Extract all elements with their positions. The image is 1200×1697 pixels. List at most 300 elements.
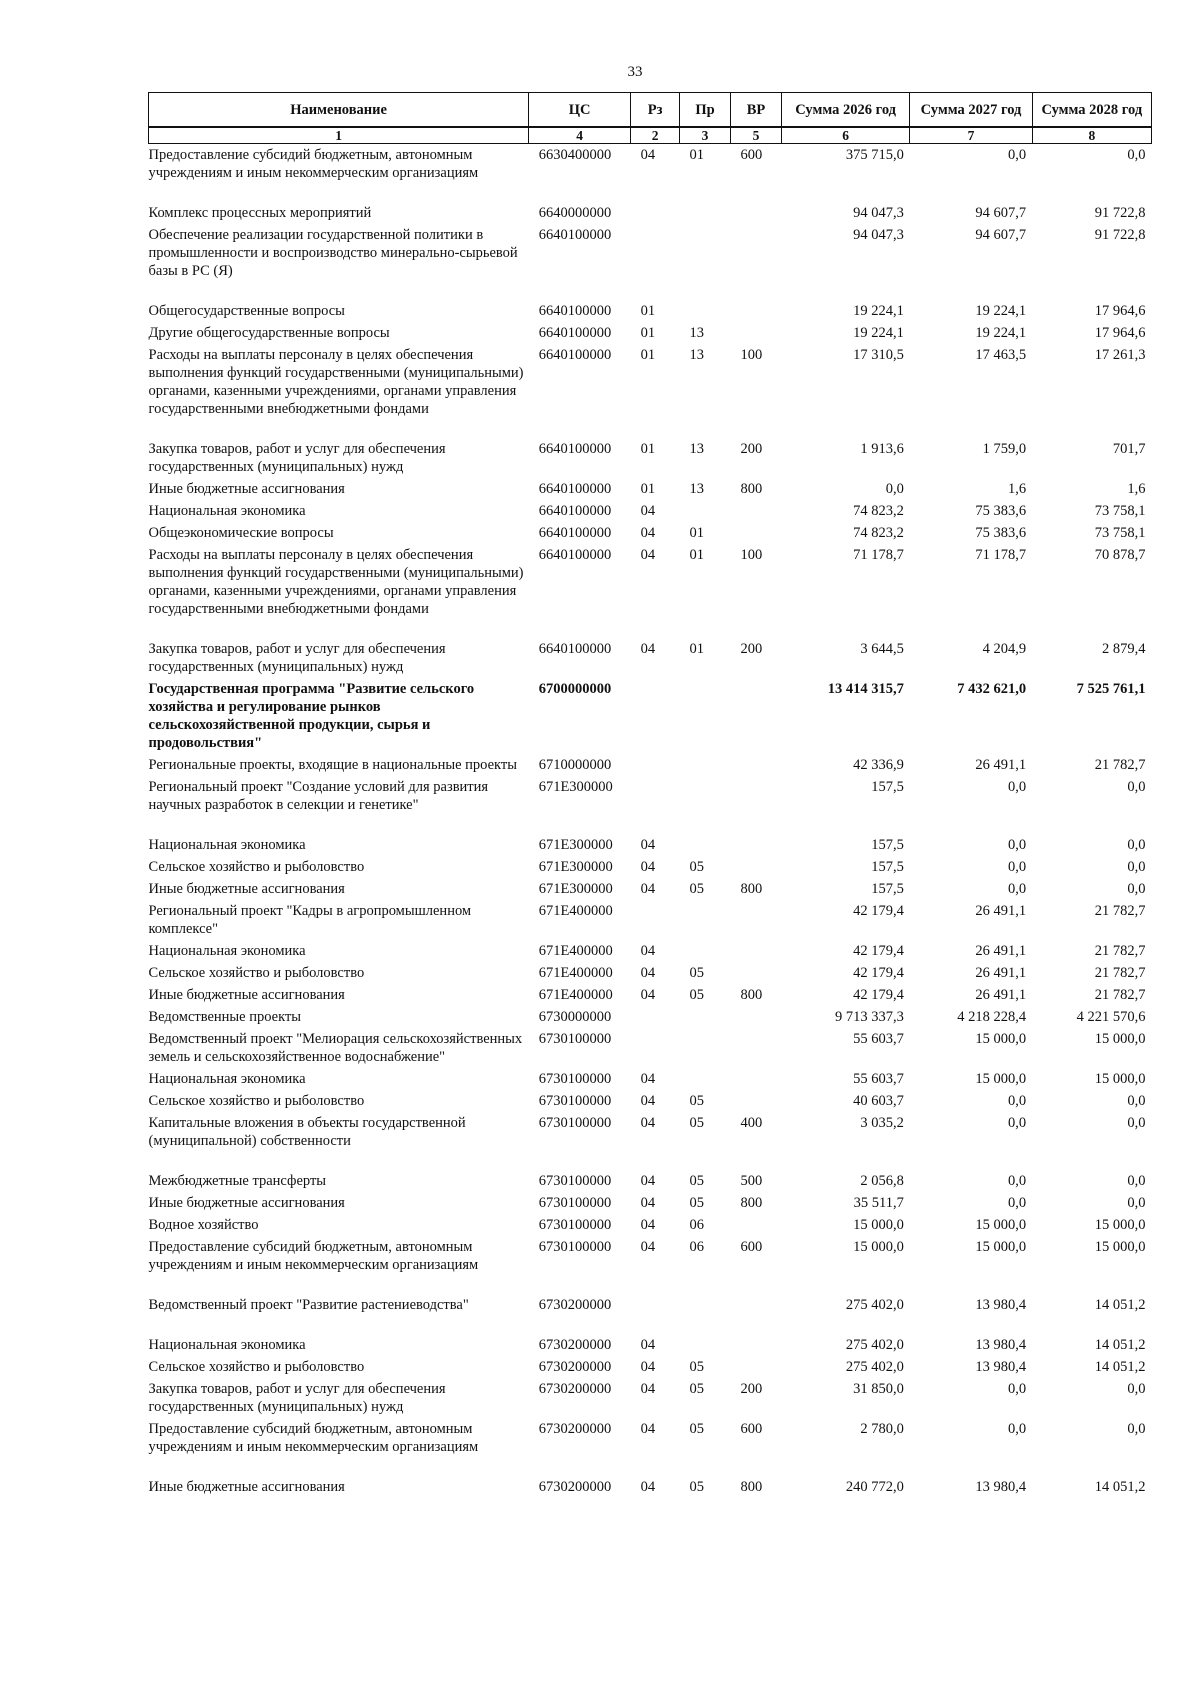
header-row: [149, 93, 1152, 128]
cell-name: Региональные проекты, входящие в национальные проекты: [148, 757, 517, 773]
table-row: [149, 1090, 1152, 1112]
cell-sum-2027: 17 463,5: [975, 347, 1027, 363]
cell-vr: 800: [740, 881, 763, 897]
cell-sum-2027: 0,0: [1008, 1195, 1027, 1211]
cell-sum-2028: 2 879,4: [1102, 641, 1146, 657]
cell-sum-2028: 17 964,6: [1094, 325, 1146, 341]
cell-sum-2027: 1 759,0: [982, 441, 1027, 457]
cell-vr: [730, 856, 781, 878]
cell-name: Национальная экономика: [148, 1337, 306, 1353]
table-row: [149, 878, 1152, 900]
table-row: [149, 1112, 1152, 1170]
cell-pr: [680, 1006, 731, 1028]
cell-rz: 04: [640, 881, 656, 897]
cell-sum-2026: 2 056,8: [860, 1173, 904, 1189]
cell-pr: 05: [689, 1115, 705, 1131]
cell-sum-2027: 4 218 228,4: [957, 1009, 1027, 1025]
cell-rz: 01: [640, 325, 656, 341]
cell-vr: [730, 678, 781, 754]
cell-vr: [730, 500, 781, 522]
cell-rz: 04: [640, 1195, 656, 1211]
cell-rz: 04: [640, 987, 656, 1003]
table-row: [149, 1334, 1152, 1356]
cell-sum-2027: 0,0: [1008, 1173, 1027, 1189]
cell-name: Иные бюджетные ассигнования: [148, 1479, 345, 1495]
cell-pr: 13: [689, 481, 705, 497]
cell-sum-2026: 42 179,4: [853, 903, 904, 919]
cell-rz: 01: [640, 303, 656, 319]
cell-name: Национальная экономика: [148, 837, 306, 853]
cell-sum-2028: 701,7: [1112, 441, 1146, 457]
cell-pr: 13: [689, 325, 705, 341]
cell-name: Иные бюджетные ассигнования: [148, 481, 345, 497]
cell-sum-2027: 0,0: [1008, 147, 1027, 163]
cell-pr: [680, 754, 731, 776]
cell-sum-2028: 73 758,1: [1094, 503, 1146, 519]
header-cs: ЦС: [529, 93, 631, 128]
header-pr: Пр: [680, 93, 731, 128]
cell-sum-2026: 71 178,7: [853, 547, 904, 563]
cell-pr: [680, 678, 731, 754]
cell-sum-2028: 21 782,7: [1094, 987, 1146, 1003]
cell-sum-2027: 1,6: [1008, 481, 1027, 497]
cell-cs: 6730100000: [538, 1115, 612, 1131]
cell-name: Национальная экономика: [148, 1071, 306, 1087]
cell-vr: [730, 224, 781, 300]
cell-name: Предоставление субсидий бюджетным, автономным учреждениям и иным некоммерческим организациям: [148, 1421, 479, 1455]
cell-pr: 06: [689, 1217, 705, 1233]
cell-sum-2028: 15 000,0: [1094, 1239, 1146, 1255]
cell-sum-2027: 0,0: [1008, 1115, 1027, 1131]
cell-name: Обеспечение реализации государственной политики в промышленности и воспроизводство минерально-сырьевой базы в РС (Я): [148, 227, 518, 279]
table-row: [149, 984, 1152, 1006]
cell-sum-2026: 275 402,0: [845, 1359, 904, 1375]
cell-sum-2027: 4 204,9: [982, 641, 1027, 657]
cell-pr: 06: [689, 1239, 705, 1255]
cell-sum-2028: 70 878,7: [1094, 547, 1146, 563]
cell-cs: 671E300000: [538, 859, 613, 875]
cell-sum-2026: 240 772,0: [845, 1479, 904, 1495]
cell-sum-2028: 14 051,2: [1094, 1337, 1146, 1353]
cell-pr: 05: [689, 881, 705, 897]
cell-vr: 200: [740, 1381, 763, 1397]
table-body: [149, 144, 1152, 1499]
cell-cs: 671E400000: [538, 987, 613, 1003]
cell-name: Сельское хозяйство и рыболовство: [148, 965, 365, 981]
cell-cs: 6640100000: [538, 503, 612, 519]
cell-name: Сельское хозяйство и рыболовство: [148, 1359, 365, 1375]
cell-sum-2026: 42 179,4: [853, 965, 904, 981]
column-number: 4: [529, 127, 631, 144]
cell-rz: 04: [640, 525, 656, 541]
table-row: [149, 438, 1152, 478]
cell-pr: [680, 202, 731, 224]
cell-sum-2027: 15 000,0: [975, 1031, 1027, 1047]
cell-cs: 671E300000: [538, 837, 613, 853]
cell-sum-2026: 15 000,0: [853, 1217, 904, 1233]
cell-sum-2026: 157,5: [871, 859, 904, 875]
cell-cs: 6730200000: [538, 1381, 612, 1397]
cell-vr: [730, 522, 781, 544]
cell-cs: 6640100000: [538, 525, 612, 541]
header-rz: Рз: [631, 93, 680, 128]
cell-name: Предоставление субсидий бюджетным, автономным учреждениям и иным некоммерческим организациям: [148, 1239, 479, 1273]
cell-sum-2026: 157,5: [871, 837, 904, 853]
cell-sum-2027: 26 491,1: [975, 943, 1027, 959]
cell-cs: 6730000000: [538, 1009, 612, 1025]
cell-sum-2028: 91 722,8: [1094, 227, 1146, 243]
cell-sum-2028: 0,0: [1127, 1195, 1146, 1211]
cell-pr: 05: [689, 1479, 705, 1495]
cell-sum-2028: 1,6: [1127, 481, 1146, 497]
cell-pr: [680, 900, 731, 940]
cell-sum-2028: 0,0: [1127, 1421, 1146, 1437]
table-row: [149, 1378, 1152, 1418]
cell-sum-2026: 3 035,2: [860, 1115, 904, 1131]
cell-rz: 01: [640, 347, 656, 363]
cell-name: Национальная экономика: [148, 503, 306, 519]
table-row: [149, 900, 1152, 940]
cell-rz: 04: [640, 1381, 656, 1397]
cell-rz: [631, 900, 680, 940]
cell-rz: 04: [640, 1173, 656, 1189]
table-row: [149, 1006, 1152, 1028]
cell-name: Сельское хозяйство и рыболовство: [148, 859, 365, 875]
cell-name: Другие общегосударственные вопросы: [148, 325, 390, 341]
cell-sum-2027: 94 607,7: [975, 205, 1027, 221]
cell-sum-2026: 13 414 315,7: [827, 681, 904, 697]
cell-pr: [680, 500, 731, 522]
cell-rz: 04: [640, 1479, 656, 1495]
cell-cs: 671E300000: [538, 779, 613, 795]
cell-name: Закупка товаров, работ и услуг для обеспечения государственных (муниципальных) нужд: [148, 641, 446, 675]
table-row: [149, 202, 1152, 224]
cell-vr: [730, 1028, 781, 1068]
cell-rz: [631, 754, 680, 776]
cell-sum-2027: 94 607,7: [975, 227, 1027, 243]
cell-vr: [730, 834, 781, 856]
cell-vr: 800: [740, 987, 763, 1003]
table-row: [149, 1068, 1152, 1090]
cell-sum-2027: 13 980,4: [975, 1297, 1027, 1313]
cell-sum-2027: 0,0: [1008, 881, 1027, 897]
cell-sum-2026: 1 913,6: [860, 441, 904, 457]
cell-name: Расходы на выплаты персоналу в целях обеспечения выполнения функций государственными (муниципальными) органами, казенными учреждениями, органами управления государственными внебюджетными фондами: [148, 347, 524, 417]
cell-sum-2028: 21 782,7: [1094, 965, 1146, 981]
cell-rz: 04: [640, 1071, 656, 1087]
cell-name: Иные бюджетные ассигнования: [148, 1195, 345, 1211]
cell-vr: [730, 1356, 781, 1378]
cell-vr: 600: [740, 1239, 763, 1255]
cell-sum-2026: 17 310,5: [853, 347, 904, 363]
table-row: [149, 1236, 1152, 1294]
cell-pr: [680, 300, 731, 322]
cell-vr: [730, 1090, 781, 1112]
cell-sum-2027: 0,0: [1008, 779, 1027, 795]
cell-sum-2027: 26 491,1: [975, 757, 1027, 773]
cell-name: Ведомственные проекты: [148, 1009, 302, 1025]
cell-sum-2027: 13 980,4: [975, 1337, 1027, 1353]
cell-vr: 600: [740, 147, 763, 163]
cell-sum-2027: 75 383,6: [975, 525, 1027, 541]
column-number: 1: [149, 127, 529, 144]
table-row: [149, 522, 1152, 544]
cell-name: Ведомственный проект "Мелиорация сельскохозяйственных земель и сельскохозяйственное водоснабжение": [148, 1031, 523, 1065]
cell-sum-2026: 35 511,7: [853, 1195, 904, 1211]
cell-cs: 6640000000: [538, 205, 612, 221]
cell-sum-2026: 3 644,5: [860, 641, 904, 657]
cell-cs: 6730100000: [538, 1031, 612, 1047]
cell-pr: [680, 1068, 731, 1090]
cell-rz: 04: [640, 1239, 656, 1255]
cell-rz: 04: [640, 965, 656, 981]
cell-pr: [680, 224, 731, 300]
cell-rz: [631, 1294, 680, 1334]
cell-name: Закупка товаров, работ и услуг для обеспечения государственных (муниципальных) нужд: [148, 1381, 446, 1415]
cell-sum-2027: 0,0: [1008, 1421, 1027, 1437]
cell-sum-2028: 91 722,8: [1094, 205, 1146, 221]
cell-vr: [730, 202, 781, 224]
cell-sum-2027: 15 000,0: [975, 1217, 1027, 1233]
cell-vr: 100: [740, 547, 763, 563]
cell-rz: 04: [640, 547, 656, 563]
cell-cs: 671E400000: [538, 903, 613, 919]
cell-vr: [730, 300, 781, 322]
cell-name: Предоставление субсидий бюджетным, автономным учреждениям и иным некоммерческим организациям: [148, 147, 479, 181]
cell-sum-2026: 94 047,3: [853, 227, 904, 243]
cell-cs: 671E400000: [538, 965, 613, 981]
cell-sum-2026: 2 780,0: [860, 1421, 904, 1437]
cell-rz: [631, 678, 680, 754]
cell-cs: 6700000000: [538, 681, 612, 697]
cell-rz: [631, 202, 680, 224]
cell-sum-2027: 26 491,1: [975, 965, 1027, 981]
cell-pr: 05: [689, 987, 705, 1003]
cell-pr: 05: [689, 859, 705, 875]
cell-vr: [730, 900, 781, 940]
cell-sum-2026: 42 179,4: [853, 987, 904, 1003]
cell-cs: 6730200000: [538, 1479, 612, 1495]
table-row: [149, 834, 1152, 856]
cell-name: Ведомственный проект "Развитие растениеводства": [148, 1297, 469, 1313]
cell-pr: 05: [689, 1093, 705, 1109]
cell-vr: [730, 776, 781, 834]
cell-rz: 04: [640, 837, 656, 853]
cell-pr: [680, 940, 731, 962]
cell-sum-2028: 0,0: [1127, 837, 1146, 853]
cell-sum-2028: 21 782,7: [1094, 943, 1146, 959]
cell-sum-2027: 26 491,1: [975, 987, 1027, 1003]
cell-vr: 800: [740, 481, 763, 497]
cell-pr: [680, 1028, 731, 1068]
table-row: [149, 1418, 1152, 1476]
cell-cs: 6730100000: [538, 1239, 612, 1255]
cell-name: Сельское хозяйство и рыболовство: [148, 1093, 365, 1109]
column-number: 2: [631, 127, 680, 144]
cell-pr: [680, 834, 731, 856]
column-number: 5: [730, 127, 781, 144]
cell-cs: 671E300000: [538, 881, 613, 897]
cell-rz: 04: [640, 641, 656, 657]
cell-sum-2027: 19 224,1: [975, 303, 1027, 319]
header-sum-2027: Сумма 2027 год: [910, 93, 1032, 128]
column-number: 6: [781, 127, 909, 144]
cell-sum-2028: 0,0: [1127, 1115, 1146, 1131]
cell-rz: 04: [640, 503, 656, 519]
cell-sum-2026: 55 603,7: [853, 1031, 904, 1047]
cell-sum-2027: 0,0: [1008, 859, 1027, 875]
cell-name: Общеэкономические вопросы: [148, 525, 334, 541]
cell-cs: 6640100000: [538, 347, 612, 363]
cell-pr: 05: [689, 1381, 705, 1397]
cell-pr: [680, 1334, 731, 1356]
cell-sum-2027: 75 383,6: [975, 503, 1027, 519]
cell-sum-2028: 15 000,0: [1094, 1071, 1146, 1087]
cell-sum-2028: 7 525 761,1: [1076, 681, 1146, 697]
cell-pr: [680, 1294, 731, 1334]
cell-cs: 6730100000: [538, 1217, 612, 1233]
table-row: [149, 1170, 1152, 1192]
cell-name: Региональный проект "Создание условий для развития научных разработок в селекции и генетике": [148, 779, 489, 813]
column-number-row: [149, 127, 1152, 144]
cell-sum-2026: 275 402,0: [845, 1297, 904, 1313]
cell-sum-2027: 13 980,4: [975, 1479, 1027, 1495]
cell-rz: [631, 776, 680, 834]
cell-sum-2027: 7 432 621,0: [957, 681, 1027, 697]
cell-cs: 6730200000: [538, 1421, 612, 1437]
cell-sum-2026: 42 336,9: [853, 757, 904, 773]
cell-vr: 800: [740, 1479, 763, 1495]
cell-cs: 6730100000: [538, 1195, 612, 1211]
cell-cs: 6640100000: [538, 547, 612, 563]
cell-name: Водное хозяйство: [148, 1217, 259, 1233]
cell-sum-2027: 15 000,0: [975, 1239, 1027, 1255]
cell-rz: 04: [640, 1359, 656, 1375]
cell-rz: [631, 1006, 680, 1028]
cell-vr: [730, 1006, 781, 1028]
table-row: [149, 754, 1152, 776]
cell-sum-2027: 19 224,1: [975, 325, 1027, 341]
cell-cs: 6640100000: [538, 325, 612, 341]
cell-rz: 01: [640, 481, 656, 497]
cell-sum-2026: 74 823,2: [853, 503, 904, 519]
cell-pr: [680, 776, 731, 834]
cell-cs: 6730200000: [538, 1359, 612, 1375]
cell-sum-2026: 19 224,1: [853, 325, 904, 341]
cell-rz: 04: [640, 1421, 656, 1437]
cell-sum-2028: 0,0: [1127, 779, 1146, 795]
cell-name: Государственная программа "Развитие сельского хозяйства и регулирование рынков сельскохозяйственной продукции, сырья и продовольствия": [148, 681, 475, 751]
cell-name: Межбюджетные трансферты: [148, 1173, 327, 1189]
cell-name: Национальная экономика: [148, 943, 306, 959]
cell-pr: 01: [689, 525, 705, 541]
cell-sum-2027: 0,0: [1008, 1381, 1027, 1397]
cell-sum-2026: 55 603,7: [853, 1071, 904, 1087]
table-row: [149, 638, 1152, 678]
table-row: [149, 1214, 1152, 1236]
table-row: [149, 962, 1152, 984]
cell-vr: [730, 940, 781, 962]
table-header: [149, 93, 1152, 144]
cell-sum-2028: 17 261,3: [1094, 347, 1146, 363]
cell-name: Региональный проект "Кадры в агропромышленном комплексе": [148, 903, 472, 937]
cell-pr: 01: [689, 147, 705, 163]
table-row: [149, 940, 1152, 962]
cell-sum-2027: 13 980,4: [975, 1359, 1027, 1375]
cell-name: Иные бюджетные ассигнования: [148, 987, 345, 1003]
table-row: [149, 1028, 1152, 1068]
cell-vr: 200: [740, 441, 763, 457]
cell-pr: 05: [689, 1195, 705, 1211]
table-row: [149, 224, 1152, 300]
header-sum-2026: Сумма 2026 год: [781, 93, 909, 128]
cell-vr: 400: [740, 1115, 763, 1131]
cell-sum-2027: 71 178,7: [975, 547, 1027, 563]
cell-sum-2028: 14 051,2: [1094, 1479, 1146, 1495]
table-row: [149, 144, 1152, 203]
cell-sum-2028: 0,0: [1127, 859, 1146, 875]
cell-pr: 05: [689, 965, 705, 981]
table-row: [149, 1356, 1152, 1378]
cell-cs: 6730200000: [538, 1337, 612, 1353]
header-name: Наименование: [149, 93, 529, 128]
cell-name: Закупка товаров, работ и услуг для обеспечения государственных (муниципальных) нужд: [148, 441, 446, 475]
cell-sum-2026: 15 000,0: [853, 1239, 904, 1255]
cell-cs: 6730200000: [538, 1297, 612, 1313]
table-row: [149, 344, 1152, 438]
cell-sum-2026: 0,0: [885, 481, 904, 497]
cell-sum-2026: 157,5: [871, 881, 904, 897]
cell-pr: 13: [689, 441, 705, 457]
table-row: [149, 1192, 1152, 1214]
table-row: [149, 678, 1152, 754]
cell-cs: 6730100000: [538, 1093, 612, 1109]
cell-sum-2028: 17 964,6: [1094, 303, 1146, 319]
cell-rz: 04: [640, 147, 656, 163]
cell-cs: 6640100000: [538, 303, 612, 319]
cell-name: Капитальные вложения в объекты государственной (муниципальной) собственности: [148, 1115, 466, 1149]
cell-sum-2028: 21 782,7: [1094, 903, 1146, 919]
cell-sum-2028: 0,0: [1127, 147, 1146, 163]
cell-name: Иные бюджетные ассигнования: [148, 881, 345, 897]
cell-sum-2028: 0,0: [1127, 1381, 1146, 1397]
cell-cs: 6730100000: [538, 1173, 612, 1189]
cell-pr: 01: [689, 547, 705, 563]
cell-cs: 6640100000: [538, 441, 612, 457]
cell-vr: 800: [740, 1195, 763, 1211]
budget-table: [148, 92, 1152, 1498]
cell-cs: 6730100000: [538, 1071, 612, 1087]
cell-rz: 04: [640, 1217, 656, 1233]
table-row: [149, 1476, 1152, 1498]
cell-name: Общегосударственные вопросы: [148, 303, 345, 319]
cell-vr: [730, 754, 781, 776]
cell-vr: [730, 1214, 781, 1236]
cell-sum-2028: 0,0: [1127, 881, 1146, 897]
cell-sum-2026: 375 715,0: [845, 147, 904, 163]
cell-sum-2026: 9 713 337,3: [834, 1009, 904, 1025]
cell-cs: 671E400000: [538, 943, 613, 959]
column-number: 8: [1032, 127, 1151, 144]
cell-pr: 05: [689, 1359, 705, 1375]
cell-vr: [730, 1294, 781, 1334]
cell-rz: 04: [640, 1337, 656, 1353]
cell-sum-2028: 0,0: [1127, 1093, 1146, 1109]
table-row: [149, 300, 1152, 322]
table-row: [149, 500, 1152, 522]
cell-sum-2028: 21 782,7: [1094, 757, 1146, 773]
cell-rz: [631, 1028, 680, 1068]
